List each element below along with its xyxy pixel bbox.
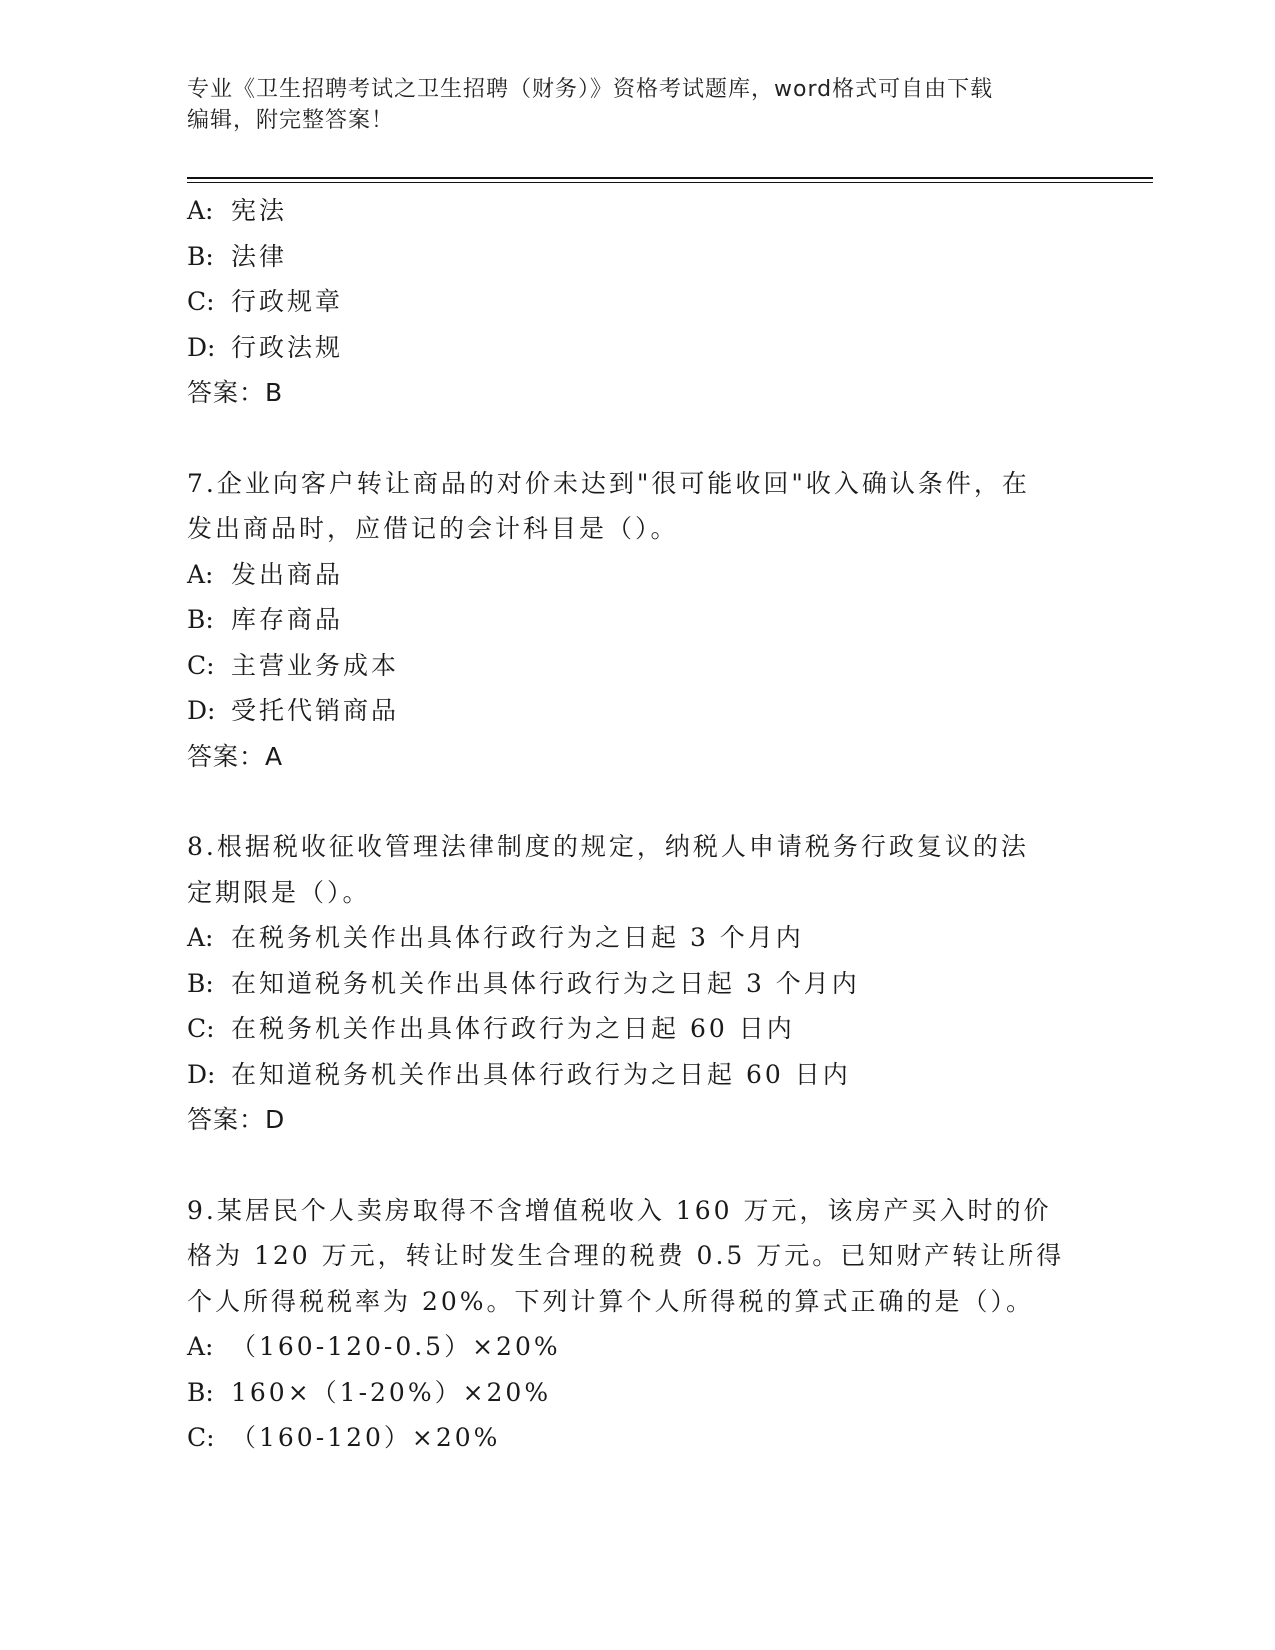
- option-c: [187, 643, 1067, 689]
- option-text: 在税务机关作出具体行政行为之日起 3 个月内: [231, 923, 804, 952]
- option-letter: B:: [187, 241, 214, 271]
- option-letter: C:: [187, 650, 215, 680]
- option-text: 受托代销商品: [231, 696, 400, 725]
- header-line-1: 专业《卫生招聘考试之卫生招聘（财务）》资格考试题库，word格式可自由下载: [187, 77, 994, 102]
- option-letter: C:: [187, 287, 215, 316]
- option-a: [187, 915, 1067, 961]
- option-text: 库存商品: [231, 605, 344, 634]
- answer-line: 答案：B: [187, 378, 284, 407]
- option-text: 行政规章: [231, 287, 344, 316]
- option-d: [187, 1052, 1067, 1098]
- option-letter: B:: [187, 605, 214, 634]
- question-7: [187, 461, 1067, 780]
- option-letter: A:: [187, 1332, 214, 1361]
- option-c: [187, 1415, 1067, 1461]
- header-line-2: 编辑，附完整答案！: [187, 108, 395, 133]
- option-letter: A:: [187, 559, 214, 589]
- question-list: [187, 188, 1067, 1461]
- option-c: [187, 1006, 1067, 1052]
- question-stem-line: 7.企业向客户转让商品的对价未达到"很可能收回"收入确认条件，在: [187, 468, 1030, 498]
- option-letter: D:: [187, 1059, 216, 1089]
- answer-line: 答案：D: [187, 1105, 286, 1134]
- option-text: （160-120）×20%: [231, 1423, 501, 1452]
- question-8: [187, 824, 1067, 1143]
- option-b: [187, 597, 1067, 643]
- question-stem-line: 个人所得税税率为 20%。下列计算个人所得税的算式正确的是（）。: [187, 1286, 1035, 1316]
- question-stem-line: 格为 120 万元，转让时发生合理的税费 0.5 万元。已知财产转让所得: [187, 1241, 1065, 1270]
- document-header: [187, 74, 1067, 136]
- option-text: 在税务机关作出具体行政行为之日起 60 日内: [231, 1014, 795, 1043]
- option-letter: D:: [187, 696, 216, 725]
- option-d: [187, 688, 1067, 734]
- option-letter: C:: [187, 1423, 215, 1452]
- option-text: 160×（1-20%）×20%: [231, 1377, 552, 1407]
- option-text: 在知道税务机关作出具体行政行为之日起 60 日内: [231, 1059, 851, 1089]
- option-b: [187, 961, 1067, 1007]
- option-c: [187, 279, 1067, 325]
- option-letter: B:: [187, 1377, 214, 1407]
- option-text: 宪法: [231, 196, 288, 225]
- option-b: [187, 234, 1067, 280]
- option-letter: A:: [187, 923, 214, 952]
- question-6: [187, 188, 1067, 416]
- question-stem-line: 8.根据税收征收管理法律制度的规定，纳税人申请税务行政复议的法: [187, 832, 1029, 861]
- option-text: 主营业务成本: [231, 650, 400, 680]
- option-text: 行政法规: [231, 332, 344, 362]
- option-letter: B:: [187, 968, 214, 998]
- question-stem-line: 发出商品时，应借记的会计科目是（）。: [187, 514, 679, 543]
- option-text: 法律: [231, 241, 288, 271]
- option-text: 发出商品: [231, 559, 344, 589]
- option-letter: A:: [187, 196, 214, 225]
- option-a: [187, 188, 1067, 234]
- option-a: [187, 1324, 1067, 1370]
- option-text: 在知道税务机关作出具体行政行为之日起 3 个月内: [231, 968, 860, 998]
- option-b: [187, 1370, 1067, 1416]
- question-stem-line: 9.某居民个人卖房取得不含增值税收入 160 万元，该房产买入时的价: [187, 1195, 1052, 1225]
- question-9: [187, 1188, 1067, 1461]
- option-d: [187, 325, 1067, 371]
- header-divider-thick: [187, 177, 1153, 179]
- option-letter: C:: [187, 1014, 215, 1043]
- option-a: [187, 552, 1067, 598]
- header-divider-thin: [187, 182, 1153, 183]
- option-letter: D:: [187, 332, 216, 362]
- question-stem-line: 定期限是（）。: [187, 877, 371, 907]
- option-text: （160-120-0.5）×20%: [231, 1332, 561, 1361]
- answer-line: 答案：A: [187, 741, 284, 771]
